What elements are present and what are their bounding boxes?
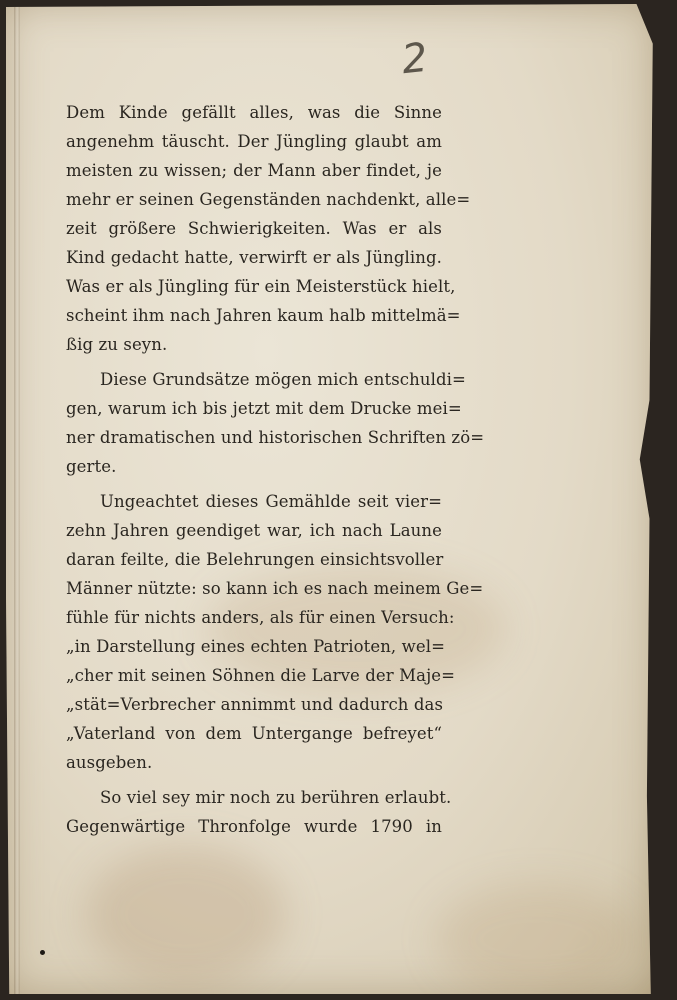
text-line: „stät=Verbrecher annimmt und dadurch das (66, 695, 444, 714)
paragraph-3 (66, 487, 484, 777)
text-line: zehn Jahren geendiget war, ich nach Laune (66, 521, 442, 540)
text-line: meisten zu wissen; der Mann aber findet, je (66, 161, 442, 180)
text-line: „in Darstellung eines echten Patrioten, wel= (66, 637, 446, 656)
page-number: 2 (399, 34, 430, 84)
ink-dot (40, 950, 45, 955)
text-line: fühle für nichts anders, als für einen Versuch: (66, 608, 455, 627)
water-stain (436, 884, 636, 994)
paragraph-1 (66, 98, 471, 359)
text-line: daran feilte, die Belehrungen einsichtsvoller (66, 550, 444, 569)
text-line: ausgeben. (66, 753, 153, 772)
text-line: „cher mit seinen Söhnen die Larve der Maje= (66, 666, 456, 685)
text-line: zeit größere Schwierigkeiten. Was er als (66, 219, 442, 238)
text-line: scheint ihm nach Jahren kaum halb mittelmä= (66, 306, 461, 325)
text-line: Diese Grundsätze mögen mich entschuldi= (100, 370, 466, 389)
paragraph-2 (66, 365, 485, 481)
text-line: gerte. (66, 457, 117, 476)
text-line: So viel sey mir noch zu berühren erlaubt. (100, 788, 452, 807)
text-line: Ungeachtet dieses Gemählde seit vier= (100, 492, 442, 511)
text-line: Was er als Jüngling für ein Meisterstück hielt, (66, 277, 456, 296)
text-line: „Vaterland von dem Untergange befreyet“ (66, 724, 442, 743)
text-line: gen, warum ich bis jetzt mit dem Drucke mei= (66, 399, 462, 418)
text-line: Gegenwärtige Thronfolge wurde 1790 in (66, 817, 442, 836)
text-line: ßig zu seyn. (66, 335, 168, 354)
body-text (66, 98, 485, 847)
text-line: mehr er seinen Gegenständen nachdenkt, alle= (66, 190, 471, 209)
text-line: Männer nützte: so kann ich es nach meinem Ge= (66, 579, 484, 598)
text-line: Dem Kinde gefällt alles, was die Sinne (66, 103, 442, 122)
text-line: Kind gedacht hatte, verwirft er als Jüngling. (66, 248, 442, 267)
page-fold (14, 4, 20, 994)
text-line: ner dramatischen und historischen Schriften zö= (66, 428, 485, 447)
paragraph-4 (66, 783, 452, 841)
water-stain (86, 844, 286, 984)
text-line: angenehm täuscht. Der Jüngling glaubt am (66, 132, 442, 151)
